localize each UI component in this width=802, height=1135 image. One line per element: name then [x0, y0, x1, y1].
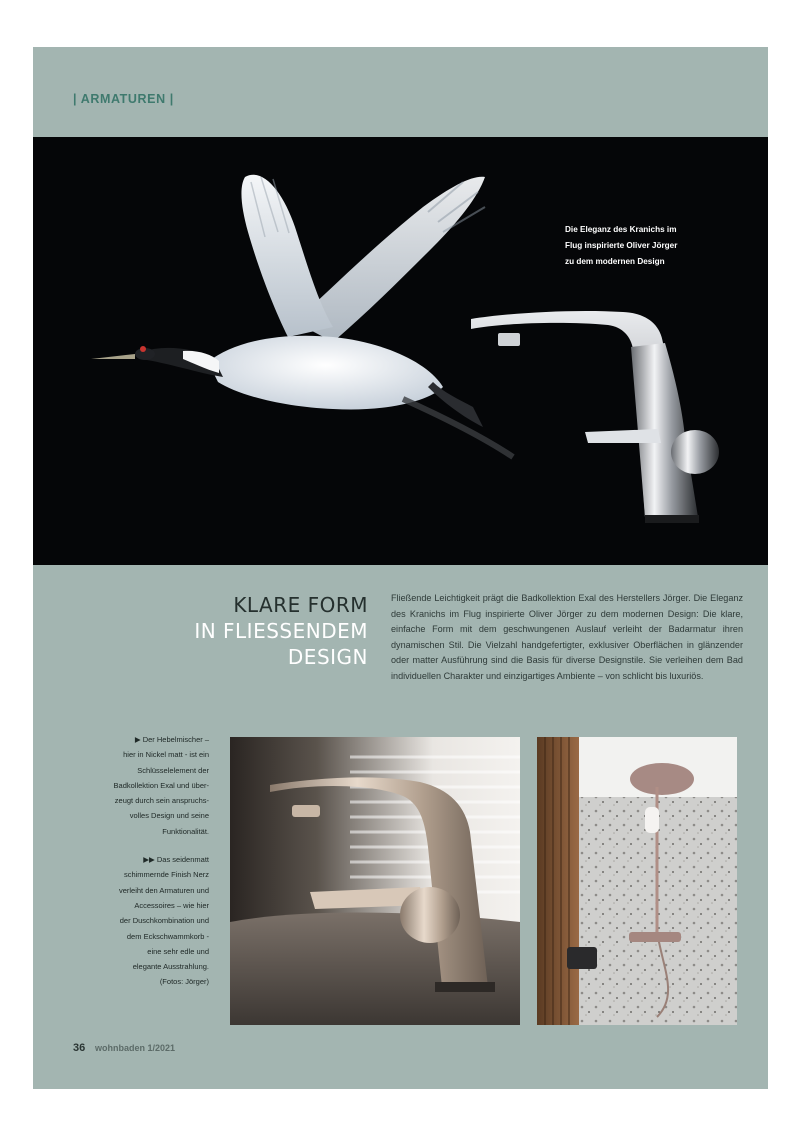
photo-captions — [73, 732, 209, 1003]
page-footer — [73, 1042, 175, 1054]
shower-photo — [537, 737, 737, 1025]
page-number: 36 — [73, 1042, 86, 1054]
hero-caption: Die Eleganz des Kranichs im Flug inspirierte Oliver Jörger zu dem modernen Design — [565, 225, 678, 266]
double-arrow-icon: ▶▶ — [143, 855, 155, 865]
crane-faucet-illustration — [33, 137, 768, 565]
article-intro: Fließende Leichtigkeit prägt die Badkollektion Exal des Herstellers Jörger. Die Eleganz des Kranichs im Flug inspirierte Oliver Jörger zu dem modernen Design: Die klare, einfache Form mit dem geschwungenen Auslauf verleiht der Badarmatur ihren dynamischen Stil. Die Vielzahl handgefertigter, exklusiver Oberflächen in glänzender oder matter Ausführung sind die Basis für diverse Designstile. Sie verleihen dem Bad individuellen Charakter und einzigartiges Ambiente – von schlicht bis luxuriös. — [391, 593, 743, 681]
caption-2 — [73, 852, 209, 990]
headline-line3: DESIGN — [287, 645, 368, 669]
caption-1 — [73, 732, 209, 839]
mixer-tap-photo — [230, 737, 520, 1025]
caption-1-text: Der Hebelmischer – hier in Nickel matt - ist ein Schlüsselelement der Badkollektion Exal und über- zeugt durch sein anspruchs- volles Design und seine Funktionalität. — [113, 735, 209, 836]
magazine-page — [33, 47, 768, 1089]
headline-line2: IN FLIESSENDEM — [194, 619, 368, 643]
headline-line1: KLARE FORM — [233, 593, 368, 617]
caption-2-text: Das seidenmatt schimmernde Finish Nerz verleiht den Armaturen und Accessoires – wie hier der Duschkombination und dem Eckschwammkorb - eine sehr edle und elegante Ausstrahlung. (Fotos: Jörger) — [118, 855, 209, 987]
magazine-issue: wohnbaden 1/2021 — [95, 1043, 176, 1053]
hero-photo — [33, 137, 768, 565]
article-headline — [194, 592, 368, 670]
shower-illustration — [537, 737, 737, 1025]
section-tag: | ARMATUREN | — [73, 92, 174, 106]
mixer-tap-illustration — [230, 737, 520, 1025]
arrow-icon: ▶ — [134, 735, 141, 744]
